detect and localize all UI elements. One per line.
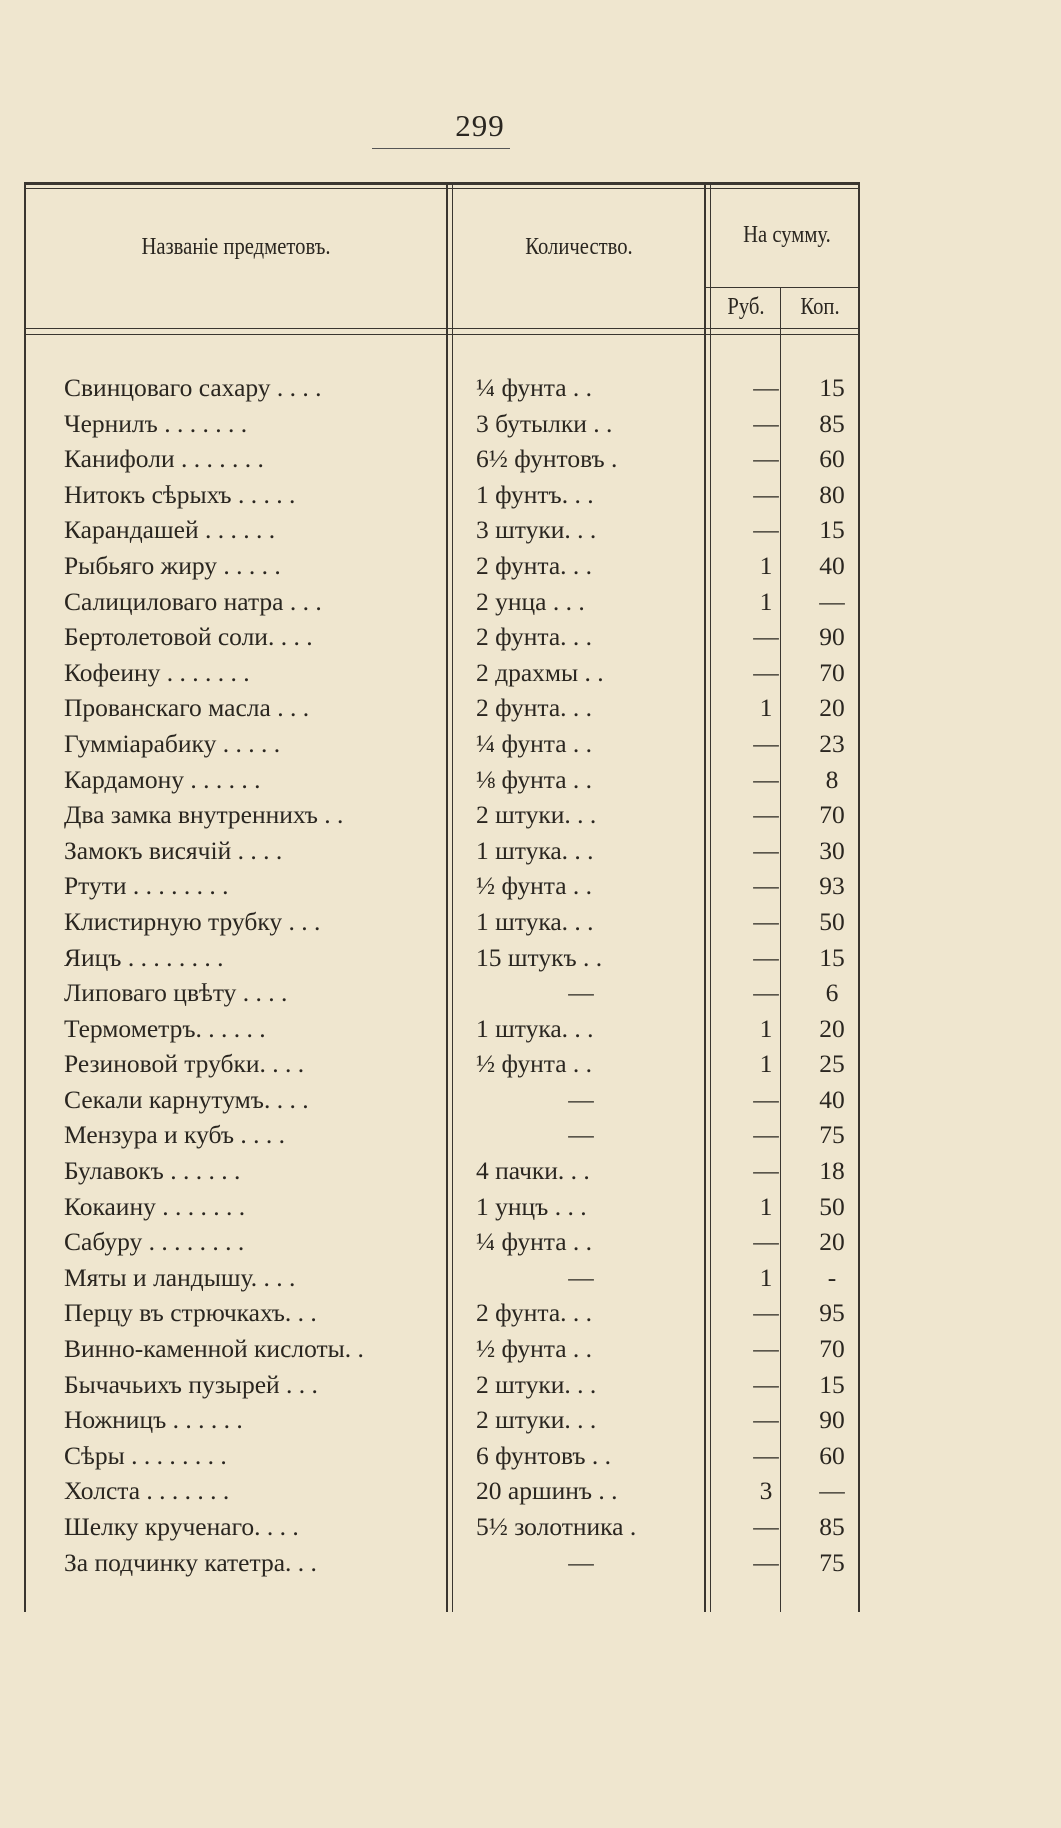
item-kopecks: 80: [819, 479, 845, 509]
item-kopecks: 90: [819, 1405, 845, 1435]
item-quantity: 1 фунтъ. . .: [476, 479, 594, 509]
item-rubles: —: [753, 728, 779, 758]
item-rubles: —: [753, 978, 779, 1008]
item-rubles: —: [753, 1227, 779, 1257]
table-row: [24, 441, 860, 477]
item-rubles: —: [753, 622, 779, 652]
table-row: [24, 1011, 860, 1047]
table-row: [24, 548, 860, 584]
item-kopecks: 6: [825, 978, 839, 1008]
item-quantity: 2 фунта. . .: [476, 1298, 593, 1328]
item-kopecks: 60: [819, 444, 845, 474]
header-bottom-rule: [24, 328, 860, 329]
item-name: Сабуру . . . . . . . .: [64, 1227, 245, 1257]
item-rubles: 1: [759, 1013, 773, 1043]
item-rubles: —: [753, 1440, 779, 1470]
sum-subheader-rule: [706, 287, 860, 288]
item-kopecks: -: [827, 1262, 837, 1292]
item-rubles: —: [753, 1547, 779, 1577]
item-kopecks: 70: [819, 800, 845, 830]
item-name: Мяты и ландышу. . . .: [64, 1262, 296, 1292]
item-name: Свинцоваго сахару . . . .: [64, 373, 322, 402]
header-bottom-rule-2: [24, 334, 860, 335]
item-kopecks: —: [819, 1476, 845, 1506]
item-quantity: —: [568, 1547, 594, 1577]
item-rubles: —: [753, 906, 779, 936]
item-rubles: 1: [759, 550, 773, 580]
item-kopecks: 90: [819, 622, 845, 652]
item-kopecks: 20: [819, 693, 845, 723]
item-quantity: ½ фунта . .: [476, 871, 593, 901]
item-kopecks: 20: [819, 1013, 845, 1043]
item-kopecks: 85: [819, 408, 845, 438]
item-name: Перцу въ стрючкахъ. . .: [64, 1298, 317, 1328]
item-kopecks: 50: [819, 1191, 845, 1221]
item-kopecks: 15: [819, 942, 845, 972]
table-row: [24, 1046, 860, 1082]
table-row: [24, 1438, 860, 1474]
item-quantity: 3 штуки. . .: [476, 515, 597, 545]
item-rubles: —: [753, 800, 779, 830]
item-kopecks: 70: [819, 1334, 845, 1364]
item-quantity: 2 фунта. . .: [476, 693, 593, 723]
item-quantity: ¼ фунта . .: [476, 373, 593, 402]
item-rubles: —: [753, 942, 779, 972]
item-name: Чернилъ . . . . . . .: [64, 408, 248, 438]
item-quantity: 2 штуки. . .: [476, 1405, 597, 1435]
item-rubles: —: [753, 479, 779, 509]
table-body: [24, 370, 860, 1580]
table-row: [24, 797, 860, 833]
item-quantity: 1 штука. . .: [476, 906, 594, 936]
item-quantity: 1 штука. . .: [476, 835, 594, 865]
table-row: [24, 904, 860, 940]
item-kopecks: 75: [819, 1547, 845, 1577]
header-quantity: Количество.: [525, 234, 633, 260]
item-rubles: 1: [759, 1191, 773, 1221]
item-name: Кофеину . . . . . . .: [64, 657, 250, 687]
table-row: [24, 940, 860, 976]
item-rubles: —: [753, 1334, 779, 1364]
item-kopecks: 95: [819, 1298, 845, 1328]
item-kopecks: —: [819, 586, 845, 616]
item-quantity: —: [568, 1120, 594, 1150]
item-kopecks: 40: [819, 1084, 845, 1114]
table-row: [24, 1082, 860, 1118]
item-rubles: —: [753, 408, 779, 438]
item-quantity: 6 фунтовъ . .: [476, 1440, 612, 1470]
item-quantity: ¼ фунта . .: [476, 1227, 593, 1257]
item-kopecks: 15: [819, 1369, 845, 1399]
item-quantity: —: [568, 1262, 594, 1292]
item-rubles: —: [753, 764, 779, 794]
item-name: Кардамону . . . . . .: [64, 764, 261, 794]
item-kopecks: 20: [819, 1227, 845, 1257]
item-rubles: 3: [759, 1476, 773, 1506]
item-quantity: 2 фунта. . .: [476, 622, 593, 652]
item-name: Бычачьихъ пузырей . . .: [64, 1369, 318, 1399]
table-row: [24, 1117, 860, 1153]
table-top-rule-thin: [24, 188, 860, 189]
item-rubles: —: [753, 515, 779, 545]
item-kopecks: 30: [819, 835, 845, 865]
item-name: Шелку крученаго. . . .: [64, 1512, 299, 1541]
item-name: Прованскаго масла . . .: [64, 693, 310, 723]
item-kopecks: 8: [825, 764, 839, 794]
table-row: [24, 1545, 860, 1581]
table-row: [24, 477, 860, 513]
item-kopecks: 85: [819, 1512, 845, 1541]
item-name: Резиновой трубки. . . .: [64, 1049, 305, 1079]
item-quantity: 2 драхмы . .: [476, 657, 604, 687]
table-row: [24, 1189, 860, 1225]
item-name: Клистирную трубку . . .: [64, 906, 321, 936]
item-rubles: —: [753, 1120, 779, 1150]
item-name: Яицъ . . . . . . . .: [64, 942, 224, 972]
item-quantity: 20 аршинъ . .: [476, 1476, 618, 1506]
table-row: [24, 1473, 860, 1509]
item-rubles: —: [753, 1084, 779, 1114]
item-name: Карандашей . . . . . .: [64, 515, 276, 545]
page-number-rule: [372, 148, 510, 149]
item-quantity: 4 пачки. . .: [476, 1156, 590, 1186]
table-row: [24, 1224, 860, 1260]
page-number: 299: [455, 108, 505, 143]
item-kopecks: 75: [819, 1120, 845, 1150]
table-row: [24, 975, 860, 1011]
item-name: Кокаину . . . . . . .: [64, 1191, 246, 1221]
item-name: Мензура и кубъ . . . .: [64, 1120, 286, 1150]
item-quantity: —: [568, 978, 594, 1008]
item-name: Ножницъ . . . . . .: [64, 1405, 243, 1435]
item-name: Салициловаго натра . . .: [64, 586, 322, 616]
item-name: Рыбьяго жиру . . . . .: [64, 550, 281, 580]
item-name: Ртути . . . . . . . .: [64, 871, 229, 901]
item-name: Секали карнутумъ. . . .: [64, 1084, 309, 1114]
table-row: [24, 726, 860, 762]
item-quantity: ½ фунта . .: [476, 1334, 593, 1364]
table-row: [24, 1331, 860, 1367]
table-row: [24, 655, 860, 691]
header-rub: Руб.: [727, 294, 765, 320]
item-name: Булавокъ . . . . . .: [64, 1156, 241, 1186]
table-row: [24, 406, 860, 442]
table-row: [24, 1367, 860, 1403]
item-kopecks: 70: [819, 657, 845, 687]
item-quantity: ½ фунта . .: [476, 1049, 593, 1079]
item-quantity: —: [568, 1084, 594, 1114]
item-kopecks: 25: [819, 1049, 845, 1079]
item-name: Термометръ. . . . . .: [64, 1013, 266, 1043]
header-kop: Коп.: [800, 294, 840, 320]
item-quantity: 2 штуки. . .: [476, 800, 597, 830]
item-rubles: 1: [759, 586, 773, 616]
item-rubles: —: [753, 1405, 779, 1435]
item-quantity: 5½ золотника .: [476, 1512, 637, 1541]
item-rubles: —: [753, 1512, 779, 1541]
item-kopecks: 18: [819, 1156, 845, 1186]
item-rubles: —: [753, 871, 779, 901]
item-name: Два замка внутреннихъ . .: [64, 800, 344, 830]
table-row: [24, 833, 860, 869]
table-row: [24, 1295, 860, 1331]
item-quantity: 2 штуки. . .: [476, 1369, 597, 1399]
item-name: Канифоли . . . . . . .: [64, 444, 264, 474]
item-name: Липоваго цвѣту . . . .: [64, 978, 288, 1008]
item-quantity: 2 унца . . .: [476, 586, 585, 616]
item-quantity: 2 фунта. . .: [476, 550, 593, 580]
header-name: Названіе предметовъ.: [141, 234, 331, 260]
table-row: [24, 690, 860, 726]
table-row: [24, 370, 860, 406]
item-name: За подчинку катетра. . .: [64, 1547, 317, 1577]
item-quantity: 1 унцъ . . .: [476, 1191, 587, 1221]
item-rubles: —: [753, 1369, 779, 1399]
table-row: [24, 868, 860, 904]
table-row: [24, 762, 860, 798]
item-name: Гумміарабику . . . . .: [64, 728, 281, 758]
table-row: [24, 1509, 860, 1545]
item-name: Холста . . . . . . .: [64, 1476, 230, 1506]
item-kopecks: 40: [819, 550, 845, 580]
item-name: Винно-каменной кислоты. .: [64, 1334, 364, 1364]
item-kopecks: 93: [819, 871, 845, 901]
item-rubles: 1: [759, 693, 773, 723]
item-quantity: 3 бутылки . .: [476, 408, 613, 438]
table-row: [24, 1402, 860, 1438]
item-rubles: —: [753, 835, 779, 865]
table-row: [24, 584, 860, 620]
item-rubles: 1: [759, 1262, 773, 1292]
header-sum: На сумму.: [743, 222, 831, 248]
item-name: Бертолетовой соли. . . .: [64, 622, 313, 652]
table-row: [24, 619, 860, 655]
table-top-rule: [24, 182, 860, 185]
item-kopecks: 50: [819, 906, 845, 936]
item-kopecks: 15: [819, 515, 845, 545]
item-kopecks: 23: [819, 728, 845, 758]
item-quantity: 15 штукъ . .: [476, 942, 603, 972]
item-name: Сѣры . . . . . . . .: [64, 1440, 227, 1470]
item-kopecks: 60: [819, 1440, 845, 1470]
item-name: Нитокъ сѣрыхъ . . . . .: [64, 479, 296, 509]
item-rubles: —: [753, 1156, 779, 1186]
item-quantity: ⅛ фунта . .: [476, 764, 593, 794]
table-row: [24, 1260, 860, 1296]
item-kopecks: 15: [819, 373, 845, 402]
item-rubles: —: [753, 1298, 779, 1328]
item-rubles: —: [753, 444, 779, 474]
item-name: Замокъ висячій . . . .: [64, 835, 283, 865]
item-quantity: 6½ фунтовъ .: [476, 444, 618, 474]
item-rubles: —: [753, 373, 779, 402]
item-rubles: —: [753, 657, 779, 687]
item-rubles: 1: [759, 1049, 773, 1079]
table-row: [24, 512, 860, 548]
table-row: [24, 1153, 860, 1189]
item-quantity: 1 штука. . .: [476, 1013, 594, 1043]
item-quantity: ¼ фунта . .: [476, 728, 593, 758]
